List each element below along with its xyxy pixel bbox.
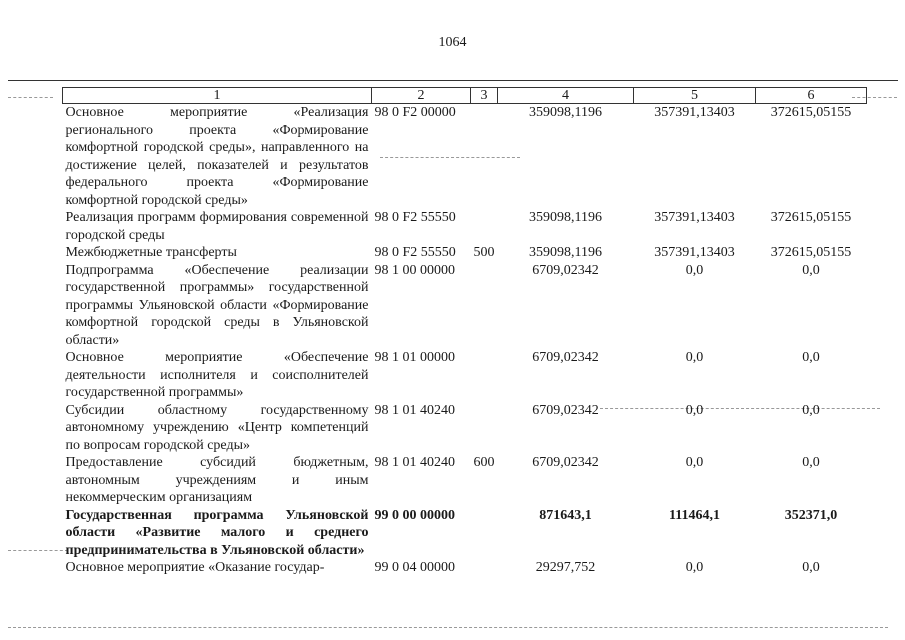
row-name: Основное мероприятие «Оказание государ- xyxy=(65,560,325,575)
row-vr: 500 xyxy=(473,245,495,260)
row-code: 98 1 00 00000 xyxy=(374,262,455,278)
row-name: Основное мероприятие «Реализация регионального проекта «Формирование комфортной городской среды», направленного на достижение целей, показателей и результатов федерального проекта «Формирование комфортной городской среды» xyxy=(65,105,369,208)
row-vr: 600 xyxy=(473,455,495,470)
row-value-col5: 111464,1 xyxy=(669,507,720,523)
row-value-col5: 0,0 xyxy=(685,455,704,470)
row-value-col5: 0,0 xyxy=(685,350,704,365)
row-vr xyxy=(471,209,498,244)
table-header xyxy=(63,88,867,104)
row-value-col4: 6709,02342 xyxy=(532,350,599,365)
row-name: Субсидии областному государственному автономному учреждению «Центр компетенций по вопросам городской среды» xyxy=(65,402,369,453)
row-value-col4: 6709,02342 xyxy=(532,262,599,278)
row-code: 98 1 01 40240 xyxy=(374,455,455,470)
table-row xyxy=(63,559,867,577)
row-vr xyxy=(471,559,498,577)
row-name: Государственная программа Ульяновской области «Развитие малого и среднего предпринимательства в Ульяновской области» xyxy=(65,507,369,558)
table-row xyxy=(63,262,867,350)
table-row xyxy=(63,507,867,560)
row-value-col6: 372615,05155 xyxy=(770,105,852,120)
row-value-col5: 0,0 xyxy=(685,262,704,278)
row-value-col6: 0,0 xyxy=(802,455,820,470)
row-value-col6: 0,0 xyxy=(802,560,820,575)
scan-artifact xyxy=(8,550,68,551)
table-row xyxy=(63,402,867,455)
row-value-col5: 357391,13403 xyxy=(654,105,735,120)
scan-artifact xyxy=(8,97,53,98)
row-value-col5: 0,0 xyxy=(685,402,704,418)
table-row xyxy=(63,104,867,210)
row-value-col5: 357391,13403 xyxy=(654,210,735,225)
row-value-col6: 372615,05155 xyxy=(770,245,852,260)
row-value-col4: 6709,02342 xyxy=(532,455,599,470)
row-vr xyxy=(471,349,498,402)
table-row xyxy=(63,209,867,244)
row-name: Предоставление субсидий бюджетным, автономным учреждениям и иным некоммерческим организациям xyxy=(65,455,369,505)
row-vr xyxy=(471,262,498,350)
column-header: 5 xyxy=(634,88,756,104)
page-number: 1064 xyxy=(438,35,467,50)
row-code: 99 0 00 00000 xyxy=(374,507,455,523)
row-vr xyxy=(471,104,498,210)
row-name: Основное мероприятие «Обеспечение деятельности исполнителя и соисполнителей государственной программы» xyxy=(65,350,369,400)
table-row xyxy=(63,349,867,402)
row-name: Подпрограмма «Обеспечение реализации государственной программы» государственной программы Ульяновской области «Формирование комфортной городской среды в Ульяновской области» xyxy=(65,262,369,348)
row-value-col4: 359098,1196 xyxy=(529,245,602,260)
row-code: 98 0 F2 55550 xyxy=(374,210,456,225)
row-value-col6: 0,0 xyxy=(802,402,820,418)
scan-artifact xyxy=(8,627,888,628)
row-value-col6: 0,0 xyxy=(802,262,820,278)
table-row xyxy=(63,244,867,262)
row-value-col5: 0,0 xyxy=(685,560,704,575)
column-header: 2 xyxy=(372,88,471,104)
row-code: 98 0 F2 00000 xyxy=(374,105,456,120)
row-name: Межбюджетные трансферты xyxy=(65,245,237,260)
row-value-col4: 6709,02342 xyxy=(532,402,599,418)
table-row xyxy=(63,454,867,507)
row-value-col6: 372615,05155 xyxy=(770,210,852,225)
row-value-col6: 352371,0 xyxy=(784,507,838,523)
column-header: 3 xyxy=(471,88,498,104)
row-value-col5: 357391,13403 xyxy=(654,245,735,260)
row-code: 98 0 F2 55550 xyxy=(374,245,456,260)
row-code: 98 1 01 40240 xyxy=(374,402,455,418)
column-header: 6 xyxy=(756,88,867,104)
row-vr xyxy=(471,402,498,455)
row-value-col4: 359098,1196 xyxy=(529,210,602,225)
row-value-col4: 29297,752 xyxy=(535,560,596,575)
budget-table xyxy=(62,87,867,577)
column-header: 1 xyxy=(63,88,372,104)
row-code: 98 1 01 00000 xyxy=(374,350,455,365)
row-name: Реализация программ формирования современной городской среды xyxy=(65,210,369,243)
row-value-col4: 871643,1 xyxy=(539,507,592,523)
top-rule xyxy=(8,80,898,81)
row-vr xyxy=(471,507,498,560)
row-value-col6: 0,0 xyxy=(802,350,820,365)
row-value-col4: 359098,1196 xyxy=(529,105,602,120)
row-code: 99 0 04 00000 xyxy=(374,560,455,575)
column-header: 4 xyxy=(498,88,634,104)
